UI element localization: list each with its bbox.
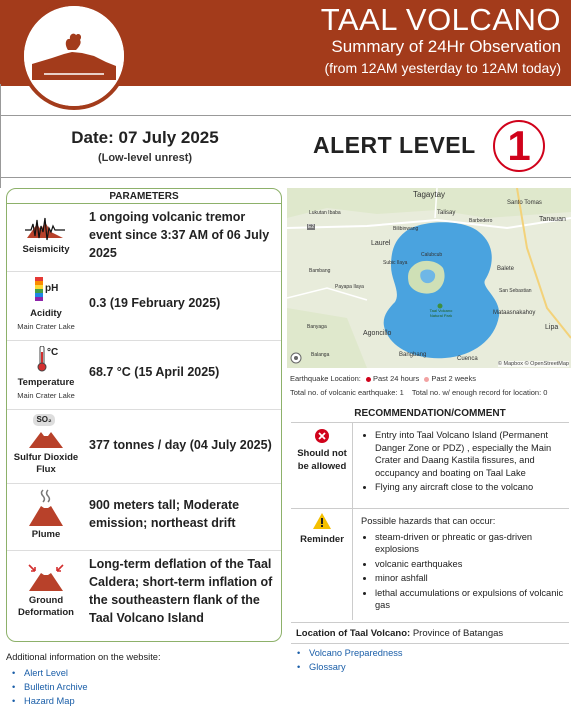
map-label-bambang: Bambang <box>309 268 331 274</box>
earthquake-record-count: Total no. w/ enough record for location: 0 <box>411 388 548 397</box>
so2-volcano-icon <box>29 428 63 448</box>
param-row-plume <box>7 483 282 550</box>
map-label-mataasnakahoy: Mataasnakahoy <box>493 310 536 316</box>
earthquake-map[interactable] <box>287 188 571 368</box>
prohibited-icon <box>315 429 329 443</box>
location-label: Location of Taal Volcano: <box>296 628 411 639</box>
page-subtitle: Summary of 24Hr Observation <box>331 37 561 56</box>
map-label-cuenca: Cuenca <box>457 356 478 362</box>
param-label: Sulfur Dioxide Flux <box>13 452 79 475</box>
deformation-volcano-icon <box>25 563 67 591</box>
link-glossary[interactable]: • Glossary <box>291 660 403 674</box>
link-bulletin-archive[interactable]: • Bulletin Archive <box>6 680 88 694</box>
map-label-balete: Balete <box>497 266 515 272</box>
map-label-calubcub: Calubcub <box>421 252 443 258</box>
unrest-status: (Low-level unrest) <box>97 152 193 164</box>
param-row-temperature <box>7 340 282 409</box>
map-road-label: E2 <box>308 224 315 230</box>
alert-level-badge: 1 <box>493 120 545 172</box>
reminder-content <box>361 515 565 614</box>
earthquake-legend <box>290 374 476 383</box>
map-label-laurel: Laurel <box>371 240 391 247</box>
additional-info-label: Additional information on the website: <box>6 652 161 662</box>
celsius-icon-text: °C <box>47 347 59 358</box>
param-value: 377 tonnes / day (04 July 2025) <box>89 438 272 452</box>
param-value: 1 ongoing volcanic tremor event since 3:37 AM of 06 July 2025 <box>89 210 270 260</box>
thermometer-icon <box>37 346 47 372</box>
plume-volcano-icon <box>27 488 65 526</box>
map-label-balanga: Balanga <box>311 352 330 358</box>
reminder-intro: Possible hazards that can occur: <box>361 516 496 526</box>
map-label-banyaga: Banyaga <box>307 324 327 330</box>
map-label-lukutan: Lukutan Ibaba <box>309 210 341 216</box>
param-label: Seismicity <box>22 244 70 255</box>
location-value: Province of Batangas <box>412 628 504 639</box>
map-label-bangbang: Bangbang <box>399 352 427 358</box>
param-row-deformation <box>7 550 282 642</box>
not-allowed-list <box>361 429 565 496</box>
bulletin-date: Date: 07 July 2025 <box>71 128 219 147</box>
map-label-tagaytay: Tagaytay <box>413 190 446 199</box>
alert-level-label: ALERT LEVEL <box>313 132 476 158</box>
right-links <box>291 646 403 674</box>
list-item: • lethal accumulations or expulsions of volcanic gas <box>375 587 565 612</box>
hazard-list <box>361 531 565 612</box>
link-alert-level[interactable]: • Alert Level <box>6 666 88 680</box>
volcano-location <box>291 622 569 644</box>
param-row-seismicity <box>7 204 282 271</box>
ph-icon-text: pH <box>45 283 59 294</box>
param-row-acidity <box>7 271 282 340</box>
map-label-talisay: Talisay <box>437 210 456 216</box>
map-label-santo-tomas: Santo Tomas <box>507 200 542 206</box>
observation-period: (from 12AM yesterday to 12AM today) <box>324 60 561 76</box>
list-item: • steam-driven or phreatic or gas-driven explosions <box>375 531 565 556</box>
map-label-agoncillo: Agoncillo <box>363 330 392 337</box>
list-item: • Entry into Taal Volcano Island (Permanent Danger Zone or PDZ) , especially the Main Crater and Daang Kastila fissures, and occupancy and boating on Taal Lake <box>375 429 565 479</box>
recommendation-heading: RECOMMENDATION/COMMENT <box>354 408 506 419</box>
page-title: TAAL VOLCANO <box>320 2 561 37</box>
param-label: Plume <box>31 529 61 540</box>
param-label: Ground Deformation <box>18 595 74 618</box>
parameters-panel <box>6 188 282 642</box>
additional-links <box>6 666 88 708</box>
map-label-natural-park: Taal Volcano Natural Park <box>429 308 453 318</box>
map-attribution[interactable]: © Mapbox © OpenStreetMap <box>497 361 569 367</box>
reminder-section <box>291 508 569 620</box>
list-item: • volcanic earthquakes <box>375 558 565 571</box>
param-value: 0.3 (19 February 2025) <box>89 296 221 310</box>
list-item: • minor ashfall <box>375 572 565 585</box>
param-label: Temperature <box>17 377 75 388</box>
parameters-heading: PARAMETERS <box>7 189 281 204</box>
map-label-subic-ilaya: Subic Ilaya <box>383 260 408 266</box>
map-label-bilibinwang: Bilibinwang <box>393 226 419 232</box>
not-allowed-label: Should not be allowed <box>297 448 347 472</box>
param-value: Long-term deflation of the Taal Caldera; short-term inflation of the southeastern flank of the Taal Volcano Island <box>89 557 273 625</box>
map-label-tanauan: Tanauan <box>539 216 566 223</box>
ph-scale-icon <box>35 277 43 301</box>
band-top-line <box>0 115 571 116</box>
not-allowed-section <box>291 422 569 508</box>
legend-past24: Past 24 hours <box>372 374 420 383</box>
band-bottom-line <box>0 177 571 178</box>
param-sublabel: Main Crater Lake <box>17 322 75 331</box>
param-value: 900 meters tall; Moderate emission; northeast drift <box>89 498 240 530</box>
warning-icon <box>313 513 331 529</box>
list-item: • Flying any aircraft close to the volcano <box>375 481 565 494</box>
earthquake-location-label: Earthquake Location: <box>290 374 361 383</box>
param-row-so2 <box>7 409 282 483</box>
param-label: Acidity <box>30 308 62 319</box>
link-hazard-map[interactable]: • Hazard Map <box>6 694 88 708</box>
link-volcano-preparedness[interactable]: • Volcano Preparedness <box>291 646 403 660</box>
param-value: 68.7 °C (15 April 2025) <box>89 365 220 379</box>
earthquake-counts <box>290 388 547 397</box>
earthquake-count: Total no. of volcanic earthquake: 1 <box>290 388 404 397</box>
legend-past2w: Past 2 weeks <box>431 374 476 383</box>
past2w-dot-icon <box>424 377 429 382</box>
map-label-lipa: Lipa <box>545 324 559 331</box>
param-sublabel: Main Crater Lake <box>17 391 75 400</box>
seismograph-icon <box>25 216 65 242</box>
so2-cloud-icon: SO₂ <box>33 414 55 426</box>
taal-volcano-logo <box>20 2 128 110</box>
past24-dot-icon <box>366 377 371 382</box>
map-label-san-sebastian: San Sebastian <box>499 288 532 294</box>
map-label-barbedero: Barbedero <box>469 218 493 224</box>
reminder-label: Reminder <box>300 534 344 545</box>
map-label-payapa: Payapa Ilaya <box>335 284 364 290</box>
